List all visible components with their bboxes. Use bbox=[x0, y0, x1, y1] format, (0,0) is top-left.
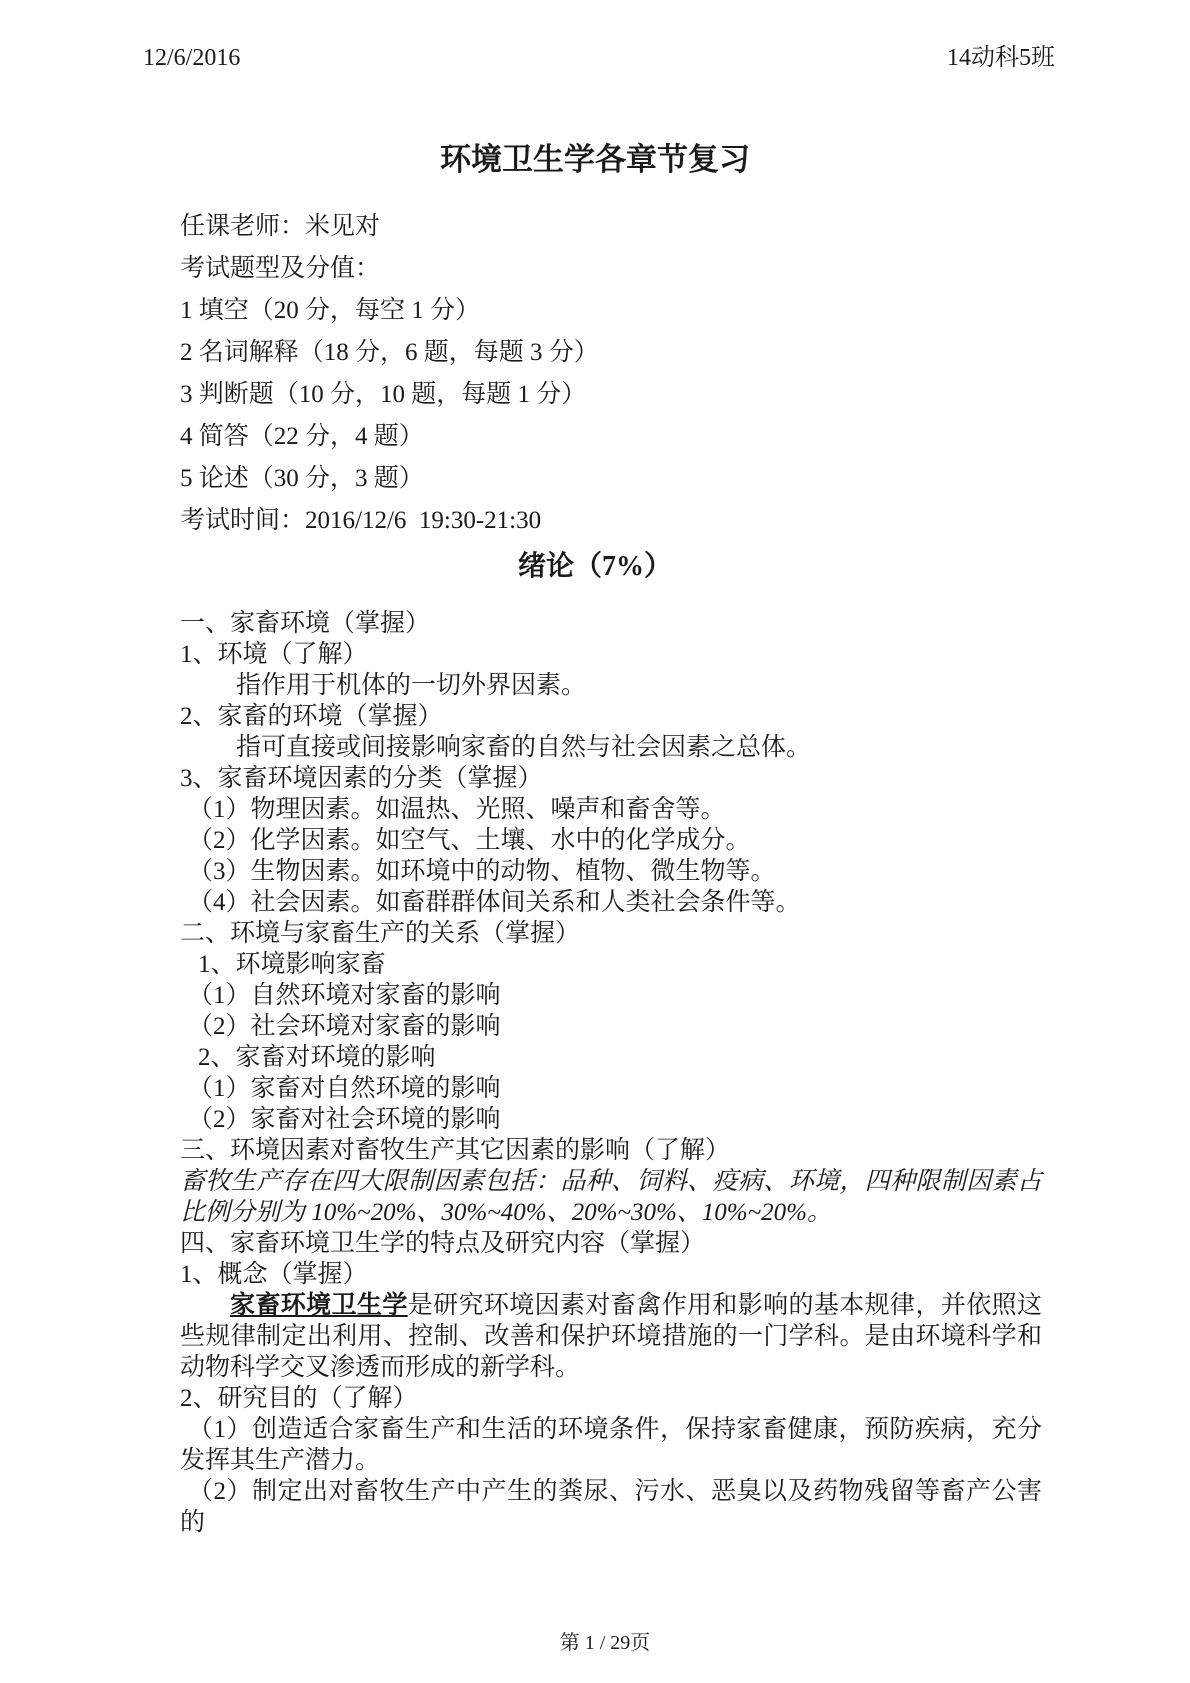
outline-line: 2、研究目的（了解） bbox=[180, 1385, 418, 1412]
outline-line: （2）制定出对畜牧生产中产生的粪尿、污水、恶臭以及药物残留等畜产公害的 bbox=[180, 1478, 1042, 1536]
outline-line: 3、家畜环境因素的分类（掌握） bbox=[180, 765, 543, 792]
key-term: 家畜环境卫生学 bbox=[230, 1292, 408, 1319]
outline-line: （3）生物因素。如环境中的动物、植物、微生物等。 bbox=[188, 858, 776, 885]
outline-line: 三、环境因素对畜牧生产其它因素的影响（了解） bbox=[180, 1137, 731, 1164]
outline-line: 1、概念（掌握） bbox=[180, 1261, 368, 1288]
section-heading: 绪论（7%） bbox=[517, 551, 672, 582]
outline-line: 家畜环境卫生学是研究环境因素对畜禽作用和影响的基本规律，并依照这些规律制定出利用、控制、改善和保护环境措施的一门学科。是由环境科学和动物科学交叉渗透而形成的新学科。 bbox=[180, 1292, 1042, 1381]
outline-line: 指可直接或间接影响家畜的自然与社会因素之总体。 bbox=[236, 734, 812, 761]
header-class-name: 14动科5班 bbox=[947, 45, 1055, 71]
intro-line: 2 名词解释（18 分，6 题，每题 3 分） bbox=[180, 339, 599, 366]
page-header bbox=[143, 44, 1055, 72]
outline-line: （2）社会环境对家畜的影响 bbox=[188, 1013, 501, 1040]
outline-line: 指作用于机体的一切外界因素。 bbox=[236, 672, 587, 699]
page-number: 第 1 / 29页 bbox=[559, 1632, 651, 1654]
outline-lines bbox=[180, 608, 1042, 1538]
outline-line: 1、环境（了解） bbox=[180, 641, 368, 668]
outline-line: 二、环境与家畜生产的关系（掌握） bbox=[180, 920, 581, 947]
intro-lines bbox=[180, 206, 1042, 542]
intro-line: 3 判断题（10 分，10 题，每题 1 分） bbox=[180, 381, 587, 408]
intro-line: 考试题型及分值： bbox=[180, 255, 381, 282]
intro-line: 任课老师：米见对 bbox=[180, 213, 381, 240]
outline-line: 一、家畜环境（掌握） bbox=[180, 610, 431, 637]
outline-line: 四、家畜环境卫生学的特点及研究内容（掌握） bbox=[180, 1230, 706, 1257]
outline-line: （4）社会因素。如畜群群体间关系和人类社会条件等。 bbox=[188, 889, 801, 916]
page-footer bbox=[0, 1604, 1190, 1682]
header-date: 12/6/2016 bbox=[143, 45, 241, 71]
intro-line: 5 论述（30 分，3 题） bbox=[180, 465, 424, 492]
outline-line: （1）物理因素。如温热、光照、噪声和畜舍等。 bbox=[188, 796, 726, 823]
outline-line: 2、家畜对环境的影响 bbox=[198, 1044, 436, 1071]
outline-line: 畜牧生产存在四大限制因素包括：品种、饲料、疫病、环境，四种限制因素占比例分别为 10%~20%、30%~40%、20%~30%、10%~20%。 bbox=[180, 1168, 1042, 1226]
outline-line: （1）创造适合家畜生产和生活的环境条件，保持家畜健康，预防疾病，充分发挥其生产潜力。 bbox=[180, 1416, 1042, 1474]
intro-line: 4 简答（22 分，4 题） bbox=[180, 423, 424, 450]
outline-line: （2）家畜对社会环境的影响 bbox=[188, 1106, 501, 1133]
document-title: 环境卫生学各章节复习 bbox=[440, 142, 750, 177]
intro-line: 1 填空（20 分，每空 1 分） bbox=[180, 297, 481, 324]
outline-line: （1）家畜对自然环境的影响 bbox=[188, 1075, 501, 1102]
outline-line: 2、家畜的环境（掌握） bbox=[180, 703, 443, 730]
outline-line: （1）自然环境对家畜的影响 bbox=[188, 982, 501, 1009]
outline-line: 1、环境影响家畜 bbox=[198, 951, 386, 978]
outline-line: （2）化学因素。如空气、土壤、水中的化学成分。 bbox=[188, 827, 751, 854]
intro-line: 考试时间：2016/12/6 19:30-21:30 bbox=[180, 507, 542, 534]
